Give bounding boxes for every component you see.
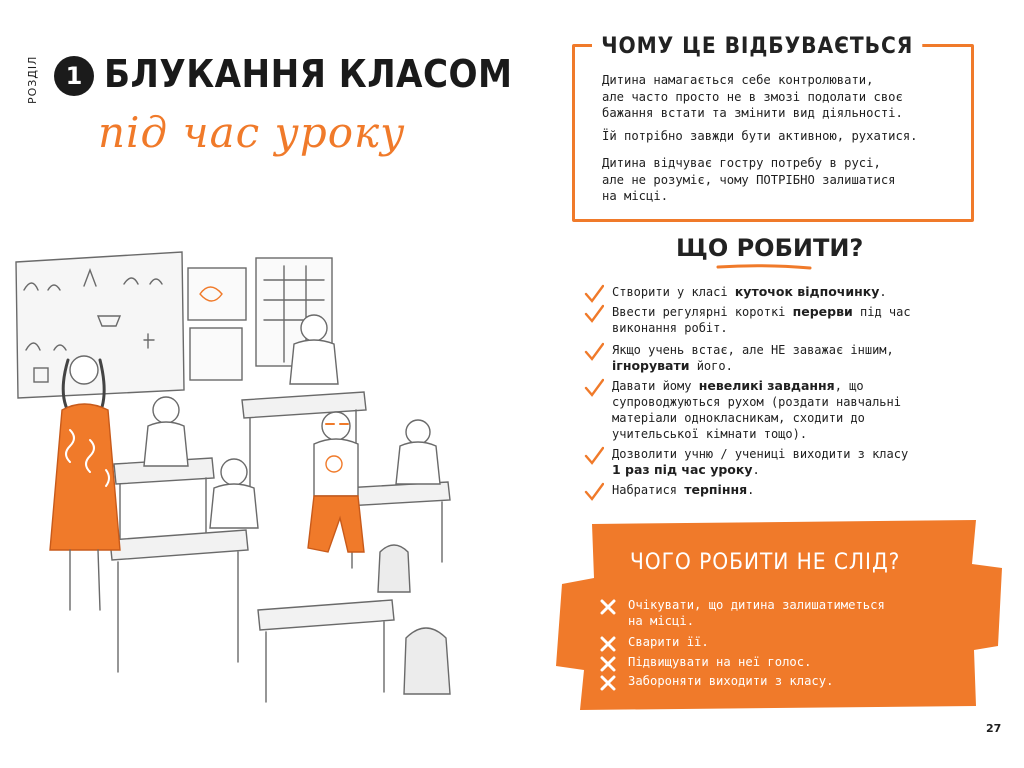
cross-icon bbox=[600, 636, 616, 652]
check-icon bbox=[584, 304, 604, 324]
chapter-subtitle: під час уроку bbox=[98, 108, 406, 157]
cross-icon bbox=[600, 599, 616, 615]
chapter-title: БЛУКАННЯ КЛАСОМ bbox=[104, 52, 513, 96]
check-icon bbox=[584, 284, 604, 304]
check-icon bbox=[584, 378, 604, 398]
cross-icon bbox=[600, 656, 616, 672]
page-number: 27 bbox=[986, 722, 1002, 735]
why-paragraph-1: Дитина намагається себе контролювати, але часто просто не в змозі подолати своє бажання встати та змінити вид діяльності. bbox=[602, 73, 903, 120]
why-paragraph-3: Дитина відчуває гостру потребу в русі, але не розуміє, чому ПОТРІБНО залишатися на місці. bbox=[602, 156, 896, 203]
chapter-label: РОЗДІЛ bbox=[26, 55, 39, 104]
why-paragraph-2: Їй потрібно завжди бути активною, рухатися. bbox=[602, 129, 918, 143]
chapter-number-badge: 1 bbox=[54, 56, 94, 96]
todo-title: ЩО РОБИТИ? bbox=[676, 234, 864, 262]
why-box-title: ЧОМУ ЦЕ ВІДБУВАЄТЬСЯ bbox=[592, 34, 922, 59]
classroom-illustration bbox=[14, 240, 484, 710]
check-icon bbox=[584, 342, 604, 362]
todo-title-underline bbox=[716, 264, 812, 270]
dont-section-title: ЧОГО РОБИТИ НЕ СЛІД? bbox=[630, 550, 901, 575]
check-icon bbox=[584, 446, 604, 466]
check-icon bbox=[584, 482, 604, 502]
cross-icon bbox=[600, 675, 616, 691]
